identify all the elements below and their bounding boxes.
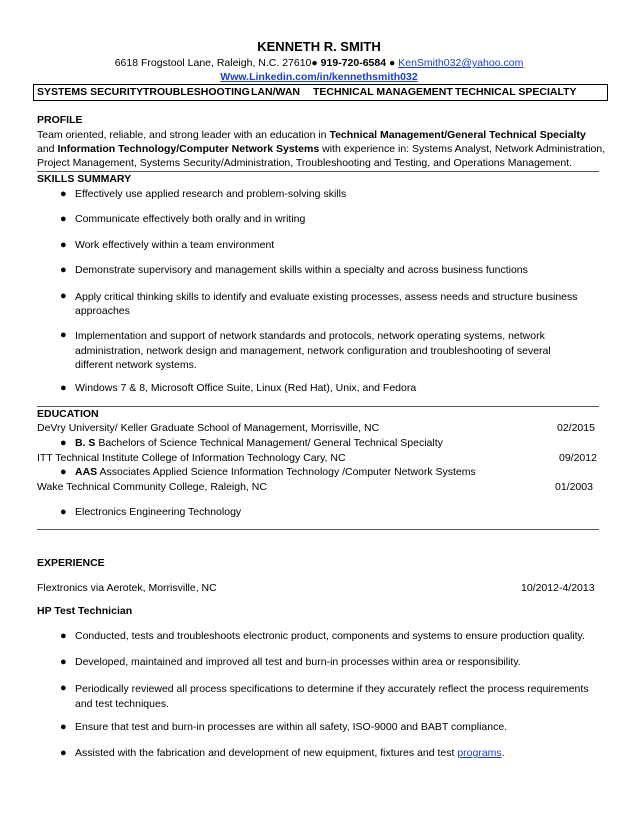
bullet-icon: ●	[60, 382, 67, 394]
experience-dates: 10/2012-4/2013	[521, 582, 595, 594]
bullet-separator: ●	[311, 57, 318, 69]
programs-link[interactable]: programs	[457, 747, 502, 759]
skill-item: Windows 7 & 8, Microsoft Office Suite, Linux (Red Hat), Unix, and Fedora	[75, 382, 417, 394]
bullet-separator: ●	[388, 57, 396, 69]
skill-item: Apply critical thinking skills to identify and evaluate existing processes, assess needs and structure business approaches	[75, 291, 578, 317]
education-degree	[75, 466, 476, 478]
skill-item: Communicate effectively both orally and in writing	[75, 213, 306, 225]
specialty-item: SYSTEMS SECURITY	[37, 86, 144, 98]
experience-item: Conducted, tests and troubleshoots electronic product, components and systems to ensure production quality.	[75, 630, 585, 642]
education-date: 02/2015	[557, 422, 595, 434]
bullet-icon: ●	[60, 188, 67, 200]
bullet-icon: ●	[60, 747, 67, 759]
section-divider	[37, 171, 599, 172]
skill-item: Demonstrate supervisory and management skills within a specialty and across business functions	[75, 264, 528, 276]
contact-line	[0, 57, 638, 69]
education-school: DeVry University/ Keller Graduate School of Management, Morrisville, NC	[37, 422, 380, 434]
profile-emphasis: Information Technology/Computer Network Systems	[57, 143, 320, 155]
education-program: Electronics Engineering Technology	[75, 506, 242, 518]
specialty-item: TROUBLESHOOTING	[143, 86, 250, 98]
specialty-item: TECHNICAL SPECIALTY	[455, 86, 577, 98]
degree-abbreviation: B. S	[75, 437, 96, 449]
bullet-icon: ●	[60, 656, 67, 668]
profile-text: Team oriented, reliable, and strong leader with an education in	[37, 129, 330, 141]
profile-line-3: Project Management, Systems Security/Administration, Troubleshooting and Testing, and Operations Management.	[37, 157, 573, 169]
address: 6618 Frogstool Lane, Raleigh, N.C. 27610	[114, 57, 312, 69]
specialty-item: LAN/WAN	[251, 86, 300, 98]
bullet-icon: ●	[60, 721, 67, 733]
linkedin-link[interactable]: Www.Linkedin.com/in/kennethsmith032	[220, 71, 418, 83]
experience-item: Ensure that test and burn-in processes are within all safety, ISO-9000 and BABT compliance.	[75, 721, 508, 733]
degree-name: Associates Applied Science Information Technology /Computer Network Systems	[97, 466, 476, 478]
bullet-icon: ●	[60, 682, 67, 694]
skill-item: Work effectively within a team environment	[75, 239, 275, 251]
experience-title: HP Test Technician	[37, 605, 133, 617]
bullet-icon: ●	[60, 437, 67, 449]
experience-employer: Flextronics via Aerotek, Morrisville, NC	[37, 582, 217, 594]
profile-emphasis: Technical Management/General Technical Specialty	[329, 129, 586, 141]
specialties-box	[33, 84, 608, 101]
bullet-icon: ●	[60, 630, 67, 642]
bullet-icon: ●	[60, 329, 67, 341]
education-school: Wake Technical Community College, Raleigh, NC	[37, 481, 267, 493]
bullet-icon: ●	[60, 506, 67, 518]
phone: 919-720-6584	[320, 57, 387, 69]
profile-text: with experience in: Systems Analyst, Network Administration,	[319, 143, 606, 155]
profile-line-1	[37, 129, 586, 141]
education-date: 09/2012	[559, 452, 597, 464]
bullet-icon: ●	[60, 264, 67, 276]
bullet-icon: ●	[60, 239, 67, 251]
experience-text: .	[501, 747, 505, 759]
experience-item: Developed, maintained and improved all test and burn-in processes within area or responsibility.	[75, 656, 521, 668]
profile-heading: PROFILE	[37, 114, 83, 126]
degree-name: Bachelors of Science Technical Management/ General Technical Specialty	[95, 437, 443, 449]
bullet-icon: ●	[60, 290, 67, 302]
degree-abbreviation: AAS	[75, 466, 98, 478]
experience-item	[75, 747, 505, 759]
bullet-icon: ●	[60, 466, 67, 478]
experience-text: Assisted with the fabrication and development of new equipment, fixtures and test	[75, 747, 458, 759]
section-divider	[37, 406, 599, 407]
specialty-item: TECHNICAL MANAGEMENT	[313, 86, 453, 98]
section-divider	[37, 529, 599, 530]
profile-line-2	[37, 143, 605, 155]
education-date: 01/2003	[555, 481, 593, 493]
skill-item: Implementation and support of network standards and protocols, network operating systems, network administration, network design and management, network configuration and troubleshooting of several different network systems.	[75, 330, 551, 371]
profile-text: and	[37, 143, 58, 155]
experience-item: Periodically reviewed all process specifications to determine if they accurately reflect the process requirements and test techniques.	[75, 683, 589, 710]
education-degree	[75, 437, 443, 449]
bullet-icon: ●	[60, 213, 67, 225]
resume-name: KENNETH R. SMITH	[257, 39, 381, 54]
email-link[interactable]: KenSmith032@yahoo.com	[398, 57, 524, 69]
experience-heading: EXPERIENCE	[37, 557, 105, 569]
linkedin-line	[0, 71, 638, 83]
education-heading: EDUCATION	[37, 408, 99, 420]
education-school: ITT Technical Institute College of Information Technology Cary, NC	[37, 452, 346, 464]
skill-item: Effectively use applied research and problem-solving skills	[75, 188, 347, 200]
skills-heading: SKILLS SUMMARY	[37, 173, 132, 185]
